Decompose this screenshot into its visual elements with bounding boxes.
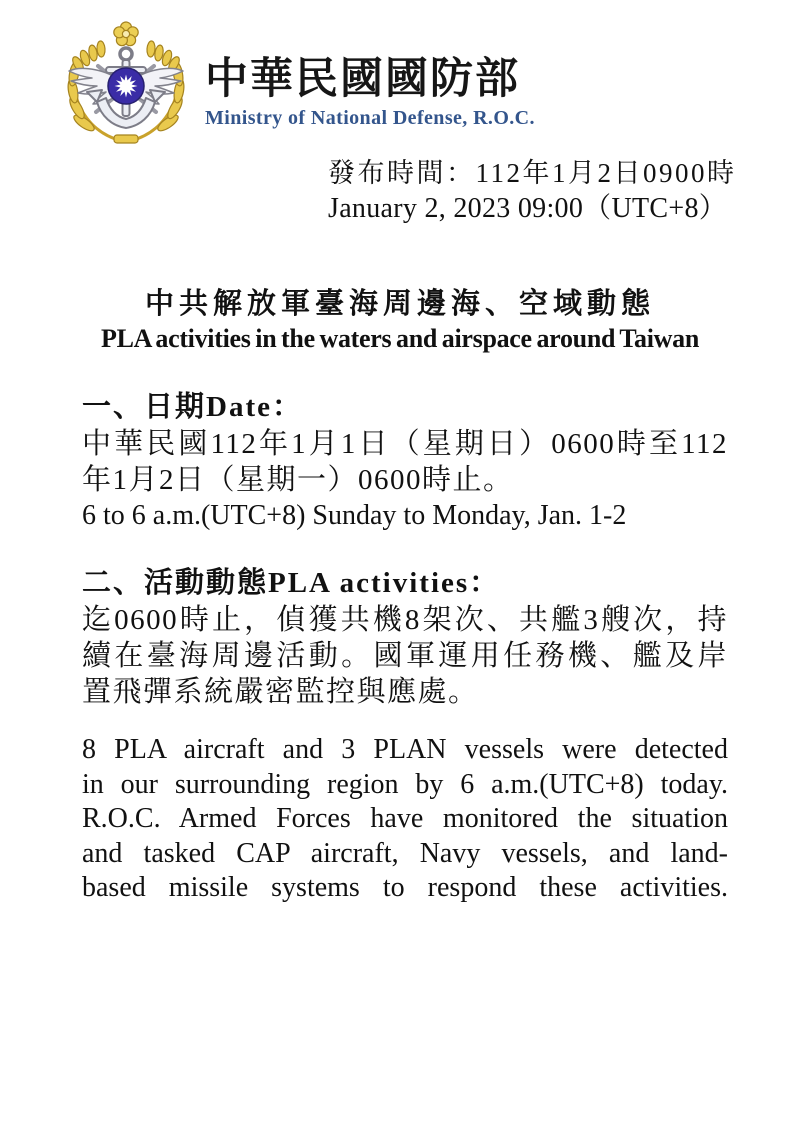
section-activities-line: 迄0600時止，偵獲共機8架次、共艦3艘次，持 — [82, 604, 728, 636]
section-activities-heading: 二、活動動態PLA activities： — [82, 567, 501, 599]
english-summary-line: based missile systems to respond these activities. — [82, 872, 728, 903]
section-date-line: 6 to 6 a.m.(UTC+8) Sunday to Monday, Jan. 1-2 — [82, 500, 627, 531]
release-datetime-zh: 發布時間：112年1月2日0900時 — [328, 158, 737, 188]
org-name-en: Ministry of National Defense, R.O.C. — [205, 107, 535, 129]
english-summary-line: and tasked CAP aircraft, Navy vessels, and land- — [82, 837, 728, 869]
mnd-emblem-icon — [56, 20, 196, 150]
document-title-en: PLA activities in the waters and airspace around Taiwan — [101, 324, 699, 353]
document-title — [0, 285, 800, 355]
plum-blossom-icon — [114, 22, 138, 46]
section-activities-line: 續在臺海周邊活動。國軍運用任務機、艦及岸 — [82, 640, 728, 672]
release-datetime-en: January 2, 2023 09:00（UTC+8） — [328, 193, 728, 224]
org-name-zh: 中華民國國防部 — [205, 56, 520, 103]
english-summary-line: in our surrounding region by 6 a.m.(UTC+8) today. — [82, 768, 728, 800]
section-date-line: 中華民國112年1月1日（星期日）0600時至112 — [82, 428, 728, 460]
release-datetime — [328, 155, 737, 227]
section-date-line: 年1月2日（星期一）0600時止。 — [82, 464, 514, 496]
document-title-zh: 中共解放軍臺海周邊海、空域動態 — [144, 288, 655, 320]
english-summary-line: 8 PLA aircraft and 3 PLAN vessels were detected — [82, 734, 728, 765]
section-activities-line: 置飛彈系統嚴密監控與應處。 — [82, 676, 479, 708]
section-date-heading: 一、日期Date： — [82, 391, 303, 423]
sun-emblem-icon — [108, 68, 144, 104]
section-activities — [82, 564, 728, 710]
section-date — [82, 388, 728, 534]
header — [205, 56, 535, 130]
english-summary — [82, 733, 728, 906]
english-summary-line: R.O.C. Armed Forces have monitored the situation — [82, 803, 728, 834]
